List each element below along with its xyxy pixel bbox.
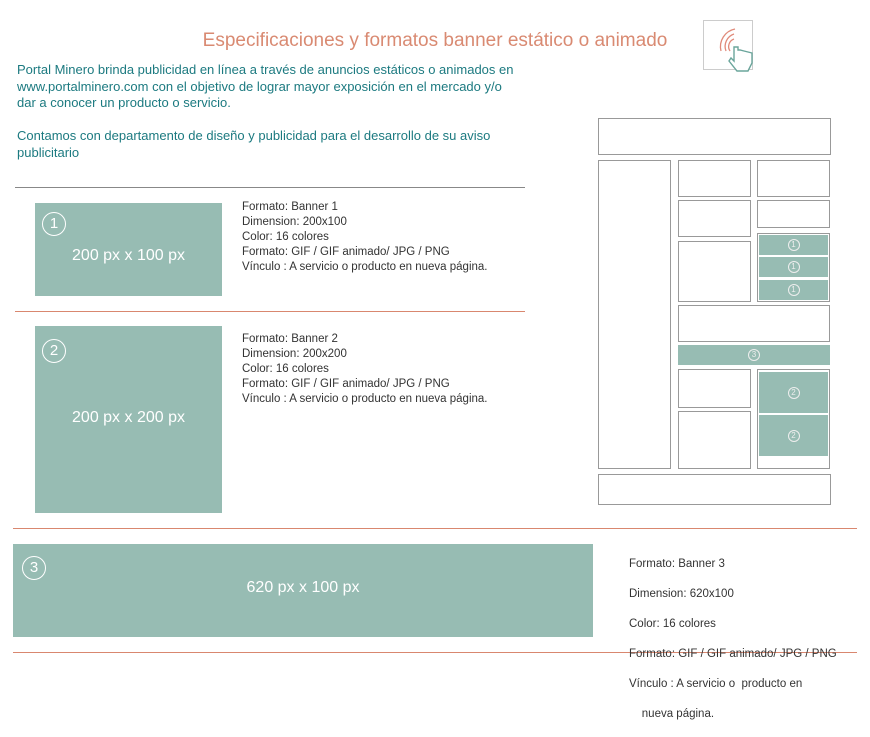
design-line: publicitario bbox=[17, 144, 80, 160]
wire-box bbox=[757, 200, 830, 228]
wire-box bbox=[678, 411, 751, 469]
spec-line: Vínculo : A servicio o producto en bbox=[629, 678, 803, 690]
page-title: Especificaciones y formatos banner estático o animado bbox=[202, 30, 668, 51]
wire-banner-1 bbox=[759, 235, 828, 255]
banner-1-specs bbox=[242, 200, 488, 275]
wire-footer bbox=[598, 474, 831, 505]
number-badge: 1 bbox=[788, 239, 800, 251]
wire-box bbox=[678, 160, 751, 197]
spec-line: Dimension: 200x200 bbox=[242, 348, 347, 360]
spec-line: Vínculo : A servicio o producto en nueva página. bbox=[242, 393, 488, 405]
spec-line: Formato: Banner 2 bbox=[242, 333, 338, 345]
banner-size-label: 620 px x 100 px bbox=[246, 579, 360, 596]
intro-text bbox=[17, 62, 537, 112]
spec-line: Dimension: 200x100 bbox=[242, 216, 347, 228]
divider bbox=[15, 187, 525, 188]
divider bbox=[15, 311, 525, 312]
wire-box bbox=[757, 160, 830, 197]
spec-line: Formato: Banner 3 bbox=[629, 558, 725, 570]
spec-line: Color: 16 colores bbox=[242, 363, 329, 375]
spec-line: Color: 16 colores bbox=[629, 618, 716, 630]
design-text bbox=[17, 128, 537, 161]
spec-line: Formato: Banner 1 bbox=[242, 201, 338, 213]
intro-line: dar a conocer un producto o servicio. bbox=[17, 95, 231, 110]
banner-3-specs bbox=[629, 542, 837, 737]
number-badge: 2 bbox=[788, 430, 800, 442]
spec-line: Formato: GIF / GIF animado/ JPG / PNG bbox=[242, 246, 450, 258]
spec-line: Formato: GIF / GIF animado/ JPG / PNG bbox=[242, 378, 450, 390]
wire-box bbox=[678, 369, 751, 408]
spec-line: Color: 16 colores bbox=[242, 231, 329, 243]
banner-1-sample bbox=[35, 203, 222, 296]
touch-hand-icon bbox=[703, 20, 753, 70]
spec-line: nueva página. bbox=[629, 708, 715, 720]
banner-size-label: 200 px x 200 px bbox=[72, 409, 185, 426]
wire-banner-1 bbox=[759, 257, 828, 277]
banner-2-sample bbox=[35, 326, 222, 513]
banner-2-specs bbox=[242, 332, 488, 407]
intro-line: www.portalminero.com con el objetivo de lograr mayor exposición en el mercado y/o bbox=[17, 78, 502, 94]
banner-3-sample bbox=[13, 544, 593, 637]
spec-line: Formato: GIF / GIF animado/ JPG / PNG bbox=[629, 648, 837, 660]
wire-box bbox=[678, 200, 751, 237]
number-badge: 2 bbox=[42, 339, 66, 363]
design-line: Contamos con departamento de diseño y publicidad para el desarrollo de su aviso bbox=[17, 128, 491, 143]
wire-box bbox=[678, 241, 751, 302]
spec-line: Dimension: 620x100 bbox=[629, 588, 734, 600]
wire-left-column bbox=[598, 160, 671, 469]
number-badge: 1 bbox=[42, 212, 66, 236]
intro-line: Portal Minero brinda publicidad en línea a través de anuncios estáticos o animados en bbox=[17, 62, 514, 77]
wire-header bbox=[598, 118, 831, 155]
number-badge: 1 bbox=[788, 261, 800, 273]
banner-size-label: 200 px x 100 px bbox=[72, 247, 185, 264]
number-badge: 2 bbox=[788, 387, 800, 399]
wire-banner-2 bbox=[759, 415, 828, 456]
number-badge: 3 bbox=[22, 556, 46, 580]
wire-banner-1 bbox=[759, 280, 828, 300]
number-badge: 3 bbox=[748, 349, 760, 361]
spec-line: Vínculo : A servicio o producto en nueva página. bbox=[242, 261, 488, 273]
wire-banner-2 bbox=[759, 372, 828, 413]
wire-banner-3 bbox=[678, 345, 830, 365]
number-badge: 1 bbox=[788, 284, 800, 296]
divider bbox=[13, 528, 857, 529]
wire-box bbox=[678, 305, 830, 342]
